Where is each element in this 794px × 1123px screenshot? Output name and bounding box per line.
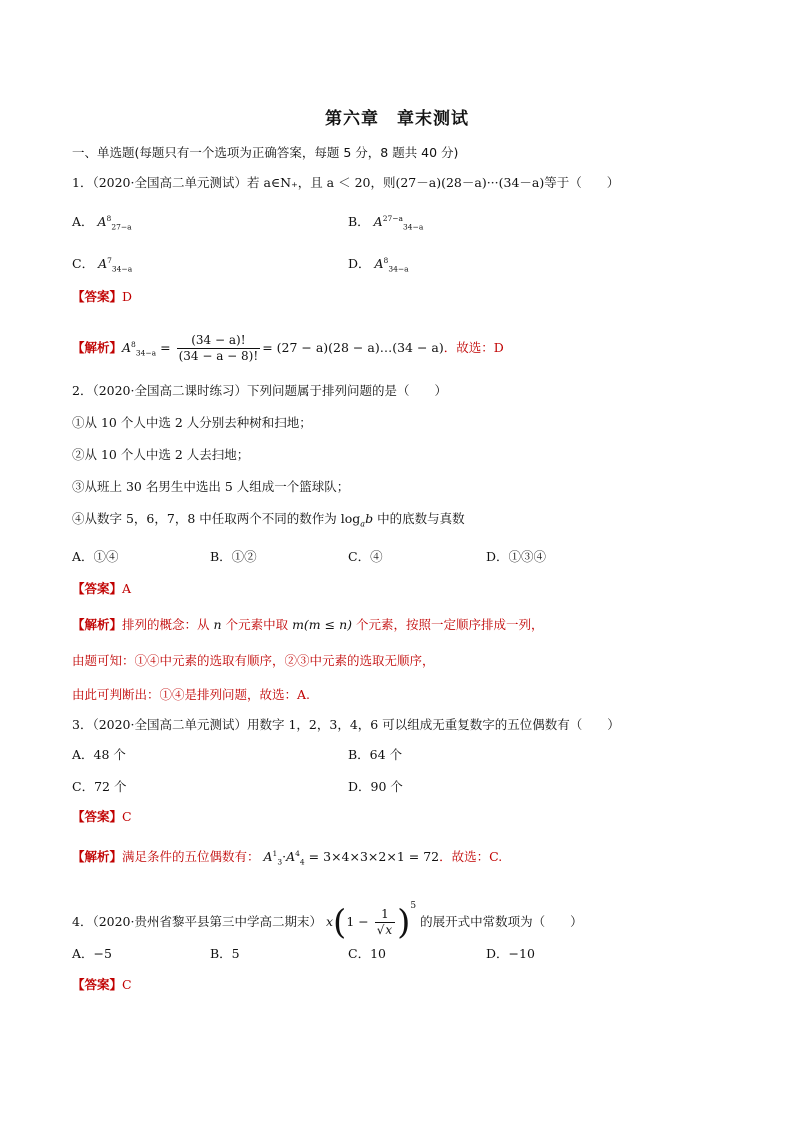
question-2-stem: 2．（2020·全国高二课时练习）下列问题属于排列问题的是（ ） [72, 383, 447, 398]
question-1-option-a: A． $A^8_{27-a}$ [72, 214, 132, 232]
question-1-option-b: B． $A^{27-a}_{34-a}$ [348, 214, 424, 232]
question-4-option-a: A．−5 [72, 946, 112, 961]
expression-fraction: $\frac{1}{√x}$ [375, 907, 395, 938]
question-3-stem: 3．（2020·全国高二单元测试）用数字 1，2，3，4，6 可以组成无重复数字的五位偶数有（ ） [72, 717, 620, 732]
question-2-analysis-1: 【解析】排列的概念：从 n 个元素中取 m(m ≤ n) 个元素，按照一定顺序排成一列， [72, 617, 544, 632]
question-2-analysis-2: 由题可知：①④中元素的选取有顺序，②③中元素的选取无顺序， [72, 653, 435, 668]
question-2-answer: 【答案】A [72, 581, 132, 596]
question-3-option-a: A．48 个 [72, 747, 126, 762]
question-3-option-b: B．64 个 [348, 747, 403, 762]
question-4-answer: 【答案】C [72, 977, 132, 992]
page-title: 第六章 章末测试 [325, 109, 469, 129]
question-3-analysis: 【解析】满足条件的五位偶数有： $A^1_3\cdot A^4_4 = 3\times 4\times 3\times 2\times 1 = 72$．故选：C. [72, 849, 503, 867]
section-heading: 一、单选题(每题只有一个选项为正确答案，每题 5 分，8 题共 40 分) [72, 145, 459, 160]
question-2-item-3: ③从班上 30 名男生中选出 5 人组成一个篮球队； [72, 479, 350, 494]
question-2-item-4: ④从数字 5，6，7，8 中任取两个不同的数作为 $\log_ab$ 中的底数与真数 [72, 511, 465, 529]
question-2-option-c: C．④ [348, 549, 383, 564]
question-1-answer: 【答案】D [72, 289, 133, 304]
question-4-option-c: C．10 [348, 946, 386, 961]
analysis-fraction: $\frac{(34 - a)!}{(34 - a - 8)!}$ [178, 333, 259, 364]
question-1-stem: 1．（2020·全国高二单元测试）若 a∈N₊，且 a ＜ 20，则(27－a)(28－a)···(34－a)等于（ ） [72, 175, 620, 190]
question-3-option-c: C．72 个 [72, 779, 127, 794]
question-2-item-1: ①从 10 个人中选 2 人分别去种树和扫地； [72, 415, 312, 430]
question-1-analysis: 【解析】$A^8_{34-a}$ = $\frac{(34 - a)!}{(34 - a - 8)!}$ = (27 − a)(28 − a)…(34 − a)．故选：D [72, 333, 504, 364]
question-3-answer: 【答案】C [72, 809, 132, 824]
question-2-option-b: B．①② [210, 549, 257, 564]
question-1-option-d: D． $A^8_{34-a}$ [348, 256, 409, 274]
question-4-stem: 4．（2020·贵州省黎平县第三中学高二期末） x(1 − $\frac{1}{√x}$ )$^5$ 的展开式中常数项为（ ） [72, 901, 583, 943]
question-2-item-2: ②从 10 个人中选 2 人去扫地； [72, 447, 250, 462]
question-4-option-b: B．5 [210, 946, 240, 961]
question-4-option-d: D．−10 [486, 946, 535, 961]
question-1-option-c: C． $A^7_{34-a}$ [72, 256, 133, 274]
analysis-label: 【解析】 [72, 340, 123, 356]
answer-label: 【答案】 [72, 289, 123, 304]
question-2-option-a: A．①④ [72, 549, 119, 564]
question-2-option-d: D．①③④ [486, 549, 547, 564]
question-2-analysis-3: 由此可判断出：①④是排列问题，故选：A. [72, 687, 311, 702]
question-3-option-d: D．90 个 [348, 779, 403, 794]
